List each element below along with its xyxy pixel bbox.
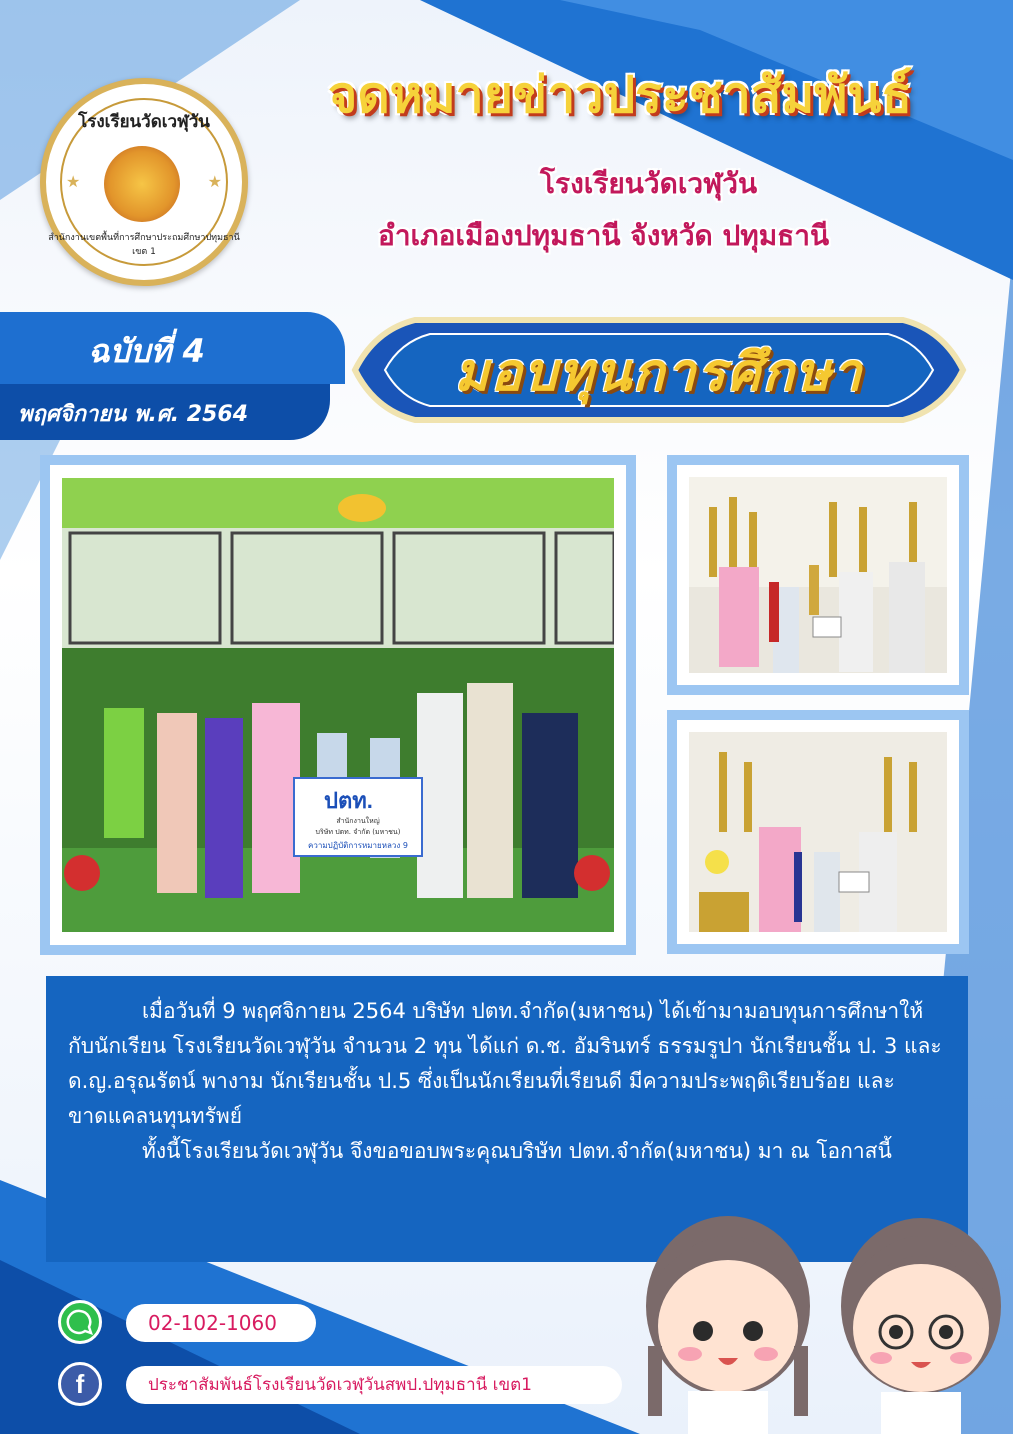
- emblem-icon: [104, 146, 180, 222]
- article-paragraph-1: เมื่อวันที่ 9 พฤศจิกายน 2564 บริษัท ปตท.จำกัด(มหาชน) ได้เข้ามามอบทุนการศึกษาให้กับนักเรียน โรงเรียนวัดเวฬุวัน จำนวน 2 ทุน ได้แก่ ด.ช. อัมรินทร์ ธรรมรูปา นักเรียนชั้น ป. 3 และ ด.ญ.อรุณรัตน์ พางาม นักเรียนชั้น ป.5 ซึ่งเป็นนักเรียนที่เรียนดี มีความประพฤติเรียบร้อย และขาดแคลนทุนทรัพย์: [68, 999, 942, 1128]
- whatsapp-icon[interactable]: [58, 1300, 102, 1344]
- cartoon-girl-illustration: [628, 1196, 828, 1434]
- school-location: อำเภอเมืองปทุมธานี จังหวัด ปทุมธานี: [378, 219, 830, 252]
- cartoon-boy-illustration: [826, 1196, 1013, 1434]
- newsletter-title: จดหมายข่าวประชาสัมพันธ์: [328, 66, 912, 124]
- handover-photo-1: [689, 477, 947, 673]
- star-icon: ★: [207, 172, 222, 191]
- ceremony-photo: [62, 478, 614, 932]
- photo-frame-top-right: [667, 455, 969, 695]
- ptt-banner-line1: สำนักงานใหญ่: [336, 817, 380, 825]
- star-icon: ★: [66, 172, 81, 191]
- article-body: [68, 994, 948, 1169]
- logo-top-text: โรงเรียนวัดเวฬุวัน: [78, 112, 210, 132]
- topic-title: มอบทุนการศึกษา: [454, 343, 864, 403]
- phone-number[interactable]: 02-102-1060: [126, 1304, 316, 1342]
- facebook-page[interactable]: ประชาสัมพันธ์โรงเรียนวัดเวฬุวันสพป.ปทุมธานี เขต1: [126, 1366, 622, 1404]
- issue-box: [0, 312, 345, 440]
- facebook-icon[interactable]: f: [58, 1362, 102, 1406]
- handover-photo-2: [689, 732, 947, 932]
- ptt-banner-line3: ความปฏิบัติการหมายหลวง 9: [308, 841, 408, 850]
- article-paragraph-2: ทั้งนี้โรงเรียนวัดเวฬุวัน จึงขอขอบพระคุณบริษัท ปตท.จำกัด(มหาชน) มา ณ โอกาสนี้: [142, 1139, 892, 1163]
- logo-bottom-text: สำนักงานเขตพื้นที่การศึกษาประถมศึกษาปทุมธานี เขต 1: [48, 233, 240, 257]
- ptt-banner-logo: ปตท.: [324, 788, 373, 813]
- photo-frame-bottom-right: [667, 710, 969, 954]
- school-logo: [40, 78, 248, 286]
- main-photo-frame: [40, 455, 636, 955]
- issue-date: พฤศจิกายน พ.ศ. 2564: [18, 402, 249, 427]
- school-name: โรงเรียนวัดเวฬุวัน: [540, 167, 758, 200]
- issue-number: ฉบับที่ 4: [88, 332, 205, 370]
- ptt-banner-line2: บริษัท ปตท. จำกัด (มหาชน): [315, 828, 401, 836]
- topic-banner: [345, 300, 973, 440]
